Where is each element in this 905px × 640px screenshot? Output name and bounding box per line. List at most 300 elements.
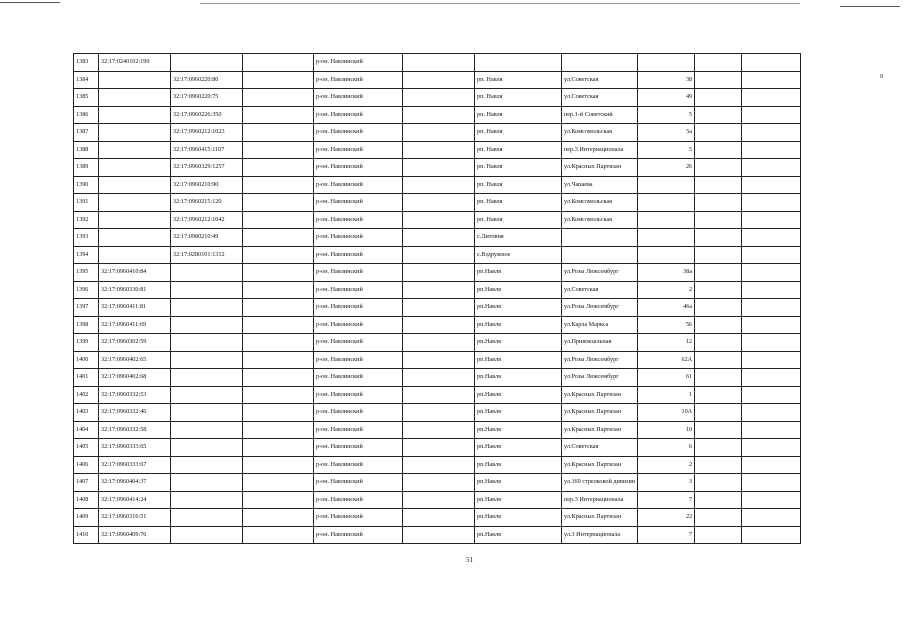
cell-row-number: 1393 <box>74 229 99 247</box>
cell-cadastral-number-alt: 32:17:0280101:1312 <box>171 246 243 264</box>
cell-row-number: 1391 <box>74 194 99 212</box>
cell-street: ул.Красных Партизан <box>562 404 638 422</box>
cell-empty <box>243 71 314 89</box>
cell-cadastral-number: 32:17:0960332:46 <box>99 404 171 422</box>
cell-row-number: 1404 <box>74 421 99 439</box>
cell-locality: с.Литовня <box>475 229 562 247</box>
cell-cadastral-number <box>99 159 171 177</box>
cell-district: р-он. Навлинский <box>314 246 403 264</box>
cell-empty <box>742 54 801 72</box>
cell-empty <box>243 211 314 229</box>
cell-house: 56 <box>638 316 695 334</box>
cell-empty <box>243 509 314 527</box>
cell-street: ул.Красных Партизан <box>562 421 638 439</box>
table-row <box>74 474 801 492</box>
cell-locality: рп. Навля <box>475 124 562 142</box>
cell-empty <box>243 421 314 439</box>
scan-line-top <box>200 3 800 4</box>
table-row <box>74 526 801 544</box>
cell-locality: рп.Навля <box>475 456 562 474</box>
cell-district: р-он. Навлинский <box>314 89 403 107</box>
cell-row-number: 1395 <box>74 264 99 282</box>
cell-district: р-он. Навлинский <box>314 491 403 509</box>
page-number: 51 <box>466 556 473 564</box>
cell-district: р-он. Навлинский <box>314 439 403 457</box>
cell-empty <box>403 106 475 124</box>
cell-house: 5 <box>638 106 695 124</box>
cell-district: р-он. Навлинский <box>314 509 403 527</box>
cell-cadastral-number <box>99 176 171 194</box>
table-row <box>74 246 801 264</box>
cell-row-number: 1407 <box>74 474 99 492</box>
table-row <box>74 211 801 229</box>
cell-street: ул.Советская <box>562 89 638 107</box>
cell-empty <box>695 351 742 369</box>
table-row <box>74 176 801 194</box>
cell-street: ул.Комсомольская <box>562 211 638 229</box>
cell-street: пер.3 Интернационала <box>562 491 638 509</box>
cell-empty <box>243 246 314 264</box>
cell-empty <box>695 281 742 299</box>
cell-locality: рп.Навля <box>475 316 562 334</box>
cell-cadastral-number-alt <box>171 334 243 352</box>
cell-empty <box>243 176 314 194</box>
cell-empty <box>695 526 742 544</box>
cell-empty <box>695 54 742 72</box>
cell-empty <box>695 456 742 474</box>
table-row <box>74 141 801 159</box>
cell-district: р-он. Навлинский <box>314 229 403 247</box>
cell-cadastral-number <box>99 211 171 229</box>
cell-empty <box>243 334 314 352</box>
cell-cadastral-number: 32:17:0960330:81 <box>99 281 171 299</box>
cell-street: ул.Советская <box>562 439 638 457</box>
table-row <box>74 159 801 177</box>
cell-empty <box>742 386 801 404</box>
cell-street: ул.Розы Люксембург <box>562 351 638 369</box>
cell-locality: рп. Навля <box>475 159 562 177</box>
cell-street: ул.Розы Люксембург <box>562 299 638 317</box>
cell-empty <box>403 421 475 439</box>
cell-house: 7 <box>638 491 695 509</box>
cell-empty <box>403 246 475 264</box>
cell-row-number: 1396 <box>74 281 99 299</box>
cell-empty <box>403 281 475 299</box>
cell-house: 46а <box>638 299 695 317</box>
cell-cadastral-number <box>99 246 171 264</box>
cell-cadastral-number <box>99 194 171 212</box>
cell-house: 2 <box>638 281 695 299</box>
cell-empty <box>742 474 801 492</box>
cell-row-number: 1397 <box>74 299 99 317</box>
cell-empty <box>403 141 475 159</box>
cell-locality: рп.Навля <box>475 299 562 317</box>
cell-empty <box>695 246 742 264</box>
cell-locality: рп.Навля <box>475 526 562 544</box>
cell-empty <box>742 229 801 247</box>
cell-empty <box>742 281 801 299</box>
table-row <box>74 404 801 422</box>
table-row <box>74 491 801 509</box>
cell-row-number: 1400 <box>74 351 99 369</box>
cell-empty <box>243 439 314 457</box>
cell-cadastral-number-alt <box>171 316 243 334</box>
cell-row-number: 1401 <box>74 369 99 387</box>
cell-district: р-он. Навлинский <box>314 106 403 124</box>
cell-street: ул.Красных Партизан <box>562 509 638 527</box>
cell-district: р-он. Навлинский <box>314 299 403 317</box>
cell-locality: рп.Навля <box>475 264 562 282</box>
cell-house <box>638 229 695 247</box>
cell-empty <box>695 369 742 387</box>
cell-row-number: 1383 <box>74 54 99 72</box>
cell-street: ул.3 Интернационала <box>562 526 638 544</box>
cell-empty <box>243 229 314 247</box>
cell-house: 38а <box>638 264 695 282</box>
scan-line-right <box>840 6 900 7</box>
cell-empty <box>695 141 742 159</box>
scan-line-left <box>0 2 60 3</box>
registry-rows <box>74 54 801 544</box>
cell-district: р-он. Навлинский <box>314 176 403 194</box>
cell-district: р-он. Навлинский <box>314 159 403 177</box>
table-row <box>74 351 801 369</box>
cell-cadastral-number: 32:17:0960332:58 <box>99 421 171 439</box>
cell-house <box>638 54 695 72</box>
table-row <box>74 54 801 72</box>
cell-house: 49 <box>638 89 695 107</box>
cell-house <box>638 194 695 212</box>
cell-house: 10А <box>638 404 695 422</box>
cell-empty <box>742 211 801 229</box>
table-row <box>74 509 801 527</box>
table-row <box>74 71 801 89</box>
cell-house: 22 <box>638 509 695 527</box>
cell-empty <box>742 351 801 369</box>
cell-empty <box>695 386 742 404</box>
cell-cadastral-number-alt <box>171 474 243 492</box>
cell-cadastral-number: 32:17:0960411:81 <box>99 299 171 317</box>
cell-row-number: 1402 <box>74 386 99 404</box>
cell-empty <box>695 71 742 89</box>
cell-empty <box>403 159 475 177</box>
cell-cadastral-number-alt: 32:17:0960212:1023 <box>171 124 243 142</box>
cell-empty <box>403 439 475 457</box>
cell-row-number: 1387 <box>74 124 99 142</box>
cell-district: р-он. Навлинский <box>314 281 403 299</box>
cell-locality: рп. Навля <box>475 211 562 229</box>
cell-district: р-он. Навлинский <box>314 369 403 387</box>
table-row <box>74 386 801 404</box>
cell-empty <box>403 509 475 527</box>
cell-cadastral-number-alt: 32:17:0960212:1042 <box>171 211 243 229</box>
cell-street <box>562 54 638 72</box>
cell-empty <box>695 334 742 352</box>
cell-empty <box>695 264 742 282</box>
cell-empty <box>243 54 314 72</box>
cell-cadastral-number-alt: 32:17:0960220:80 <box>171 71 243 89</box>
cell-row-number: 1385 <box>74 89 99 107</box>
cell-cadastral-number <box>99 229 171 247</box>
cell-cadastral-number-alt <box>171 54 243 72</box>
cell-cadastral-number-alt <box>171 439 243 457</box>
cell-empty <box>243 141 314 159</box>
cell-street: ул.Привокзальная <box>562 334 638 352</box>
cell-locality: рп.Навля <box>475 369 562 387</box>
cell-street: ул.Советская <box>562 281 638 299</box>
cell-empty <box>243 316 314 334</box>
cell-house: 10 <box>638 421 695 439</box>
cell-cadastral-number-alt <box>171 299 243 317</box>
cell-empty <box>403 176 475 194</box>
cell-empty <box>243 264 314 282</box>
cell-empty <box>742 176 801 194</box>
cell-street: ул.Красных Партизан <box>562 456 638 474</box>
cell-empty <box>742 124 801 142</box>
cell-empty <box>403 316 475 334</box>
table-row <box>74 299 801 317</box>
cell-house: 6 <box>638 439 695 457</box>
cell-cadastral-number-alt: 32:17:0980210:49 <box>171 229 243 247</box>
cell-locality: рп.Навля <box>475 334 562 352</box>
table-row <box>74 106 801 124</box>
table-row <box>74 421 801 439</box>
cell-street: ул.169 стрелковой дивизии <box>562 474 638 492</box>
cell-empty <box>243 351 314 369</box>
cell-locality: рп. Навля <box>475 176 562 194</box>
table-row <box>74 124 801 142</box>
cell-street: ул.Чапаева <box>562 176 638 194</box>
cell-row-number: 1384 <box>74 71 99 89</box>
cell-cadastral-number: 32:17:0960333:65 <box>99 439 171 457</box>
cell-cadastral-number <box>99 106 171 124</box>
cell-row-number: 1392 <box>74 211 99 229</box>
cell-cadastral-number: 32:17:0960402:65 <box>99 351 171 369</box>
cell-district: р-он. Навлинский <box>314 526 403 544</box>
cell-locality: рп.Навля <box>475 386 562 404</box>
cell-row-number: 1403 <box>74 404 99 422</box>
cell-row-number: 1409 <box>74 509 99 527</box>
cell-empty <box>243 159 314 177</box>
cell-empty <box>742 89 801 107</box>
cell-empty <box>403 491 475 509</box>
cell-locality: рп. Навля <box>475 106 562 124</box>
cell-empty <box>243 106 314 124</box>
cell-street: пер.1-й Советский <box>562 106 638 124</box>
cell-empty <box>243 369 314 387</box>
cell-street: ул.Красных Партизан <box>562 159 638 177</box>
cell-cadastral-number: 32:17:0960302:59 <box>99 334 171 352</box>
cell-empty <box>742 421 801 439</box>
cell-cadastral-number-alt <box>171 404 243 422</box>
cell-empty <box>403 334 475 352</box>
cell-street: ул.Комсомольская <box>562 194 638 212</box>
cell-locality <box>475 54 562 72</box>
cell-empty <box>403 474 475 492</box>
cell-cadastral-number: 32:17:0960404:37 <box>99 474 171 492</box>
cell-street <box>562 246 638 264</box>
cell-district: р-он. Навлинский <box>314 124 403 142</box>
table-row <box>74 456 801 474</box>
cell-empty <box>695 106 742 124</box>
cell-row-number: 1410 <box>74 526 99 544</box>
cell-locality: рп.Навля <box>475 281 562 299</box>
cell-house: 1 <box>638 386 695 404</box>
cell-empty <box>742 264 801 282</box>
cell-row-number: 1389 <box>74 159 99 177</box>
cell-empty <box>243 456 314 474</box>
cell-empty <box>403 404 475 422</box>
cell-empty <box>742 316 801 334</box>
cell-district: р-он. Навлинский <box>314 71 403 89</box>
table-row <box>74 439 801 457</box>
cell-district: р-он. Навлинский <box>314 456 403 474</box>
cell-empty <box>243 89 314 107</box>
cell-empty <box>695 176 742 194</box>
cell-locality: рп.Навля <box>475 474 562 492</box>
cell-row-number: 1388 <box>74 141 99 159</box>
cell-empty <box>742 106 801 124</box>
cell-cadastral-number-alt <box>171 264 243 282</box>
cell-cadastral-number <box>99 71 171 89</box>
cell-empty <box>403 526 475 544</box>
cell-empty <box>742 491 801 509</box>
cell-district: р-он. Навлинский <box>314 264 403 282</box>
table-row <box>74 334 801 352</box>
cell-empty <box>695 474 742 492</box>
cell-empty <box>695 124 742 142</box>
cell-empty <box>695 89 742 107</box>
cell-empty <box>403 211 475 229</box>
cell-empty <box>695 229 742 247</box>
cell-empty <box>243 491 314 509</box>
cell-row-number: 1408 <box>74 491 99 509</box>
cell-empty <box>403 369 475 387</box>
cell-row-number: 1405 <box>74 439 99 457</box>
cell-cadastral-number-alt <box>171 491 243 509</box>
cell-empty <box>243 299 314 317</box>
cell-cadastral-number: 32:17:0960410:84 <box>99 264 171 282</box>
cell-empty <box>742 456 801 474</box>
cell-cadastral-number-alt: 32:17:0960329:1257 <box>171 159 243 177</box>
cell-cadastral-number-alt: 32:17:0960215:120 <box>171 194 243 212</box>
cell-house: 26 <box>638 159 695 177</box>
cell-empty <box>695 299 742 317</box>
cell-empty <box>243 386 314 404</box>
cell-row-number: 1394 <box>74 246 99 264</box>
cell-empty <box>695 491 742 509</box>
cell-house: 12 <box>638 334 695 352</box>
cell-cadastral-number-alt <box>171 421 243 439</box>
cell-house: 38 <box>638 71 695 89</box>
cell-cadastral-number-alt: 32:17:0960415:1107 <box>171 141 243 159</box>
cell-empty <box>742 299 801 317</box>
cell-empty <box>695 439 742 457</box>
cell-cadastral-number: 32:17:0960411:69 <box>99 316 171 334</box>
cell-street: ул.Комсомольская <box>562 124 638 142</box>
table-row <box>74 369 801 387</box>
table-row <box>74 264 801 282</box>
cell-empty <box>695 316 742 334</box>
cell-empty <box>403 229 475 247</box>
cell-locality: рп.Навля <box>475 404 562 422</box>
cell-empty <box>742 159 801 177</box>
cell-cadastral-number <box>99 141 171 159</box>
cell-cadastral-number: 32:17:0960414:24 <box>99 491 171 509</box>
cell-empty <box>742 526 801 544</box>
cell-cadastral-number-alt <box>171 369 243 387</box>
cell-street <box>562 229 638 247</box>
cell-empty <box>403 124 475 142</box>
cell-empty <box>403 456 475 474</box>
cell-district: р-он. Навлинский <box>314 211 403 229</box>
cell-cadastral-number: 32:17:0240102:199 <box>99 54 171 72</box>
cell-cadastral-number <box>99 124 171 142</box>
cell-empty <box>403 71 475 89</box>
cell-cadastral-number <box>99 89 171 107</box>
cell-empty <box>742 439 801 457</box>
cell-empty <box>695 211 742 229</box>
cell-empty <box>243 124 314 142</box>
cell-empty <box>403 299 475 317</box>
cell-empty <box>243 404 314 422</box>
table-row <box>74 194 801 212</box>
cell-locality: рп.Навля <box>475 351 562 369</box>
cell-district: р-он. Навлинский <box>314 351 403 369</box>
cell-row-number: 1406 <box>74 456 99 474</box>
cell-cadastral-number-alt <box>171 456 243 474</box>
cell-cadastral-number-alt <box>171 526 243 544</box>
cell-district: р-он. Навлинский <box>314 474 403 492</box>
cell-locality: рп. Навля <box>475 141 562 159</box>
cell-house: 5 <box>638 141 695 159</box>
cell-row-number: 1398 <box>74 316 99 334</box>
cell-house: 3 <box>638 474 695 492</box>
cell-locality: рп.Навля <box>475 491 562 509</box>
cell-empty <box>243 526 314 544</box>
cell-locality: рп.Навля <box>475 439 562 457</box>
table-row <box>74 89 801 107</box>
registry-table <box>73 53 801 544</box>
cell-street: ул.Розы Люксембург <box>562 369 638 387</box>
cell-empty <box>742 509 801 527</box>
cell-cadastral-number: 32:17:0960332:53 <box>99 386 171 404</box>
cell-cadastral-number-alt: 32:17:0960220:75 <box>171 89 243 107</box>
cell-cadastral-number-alt <box>171 281 243 299</box>
table-row <box>74 229 801 247</box>
cell-empty <box>742 71 801 89</box>
cell-empty <box>742 404 801 422</box>
cell-street: ул.Карла Маркса <box>562 316 638 334</box>
cell-house: 7 <box>638 526 695 544</box>
cell-locality: рп. Навля <box>475 194 562 212</box>
cell-cadastral-number: 32:17:0960316:51 <box>99 509 171 527</box>
cell-empty <box>243 474 314 492</box>
cell-district: р-он. Навлинский <box>314 194 403 212</box>
cell-empty <box>742 369 801 387</box>
cell-empty <box>742 246 801 264</box>
cell-locality: с.Вздружное <box>475 246 562 264</box>
cell-empty <box>403 89 475 107</box>
cell-empty <box>403 264 475 282</box>
table-row <box>74 281 801 299</box>
cell-locality: рп. Навля <box>475 89 562 107</box>
cell-row-number: 1399 <box>74 334 99 352</box>
table-row <box>74 316 801 334</box>
cell-cadastral-number-alt <box>171 351 243 369</box>
cell-row-number: 1390 <box>74 176 99 194</box>
cell-district: р-он. Навлинский <box>314 421 403 439</box>
